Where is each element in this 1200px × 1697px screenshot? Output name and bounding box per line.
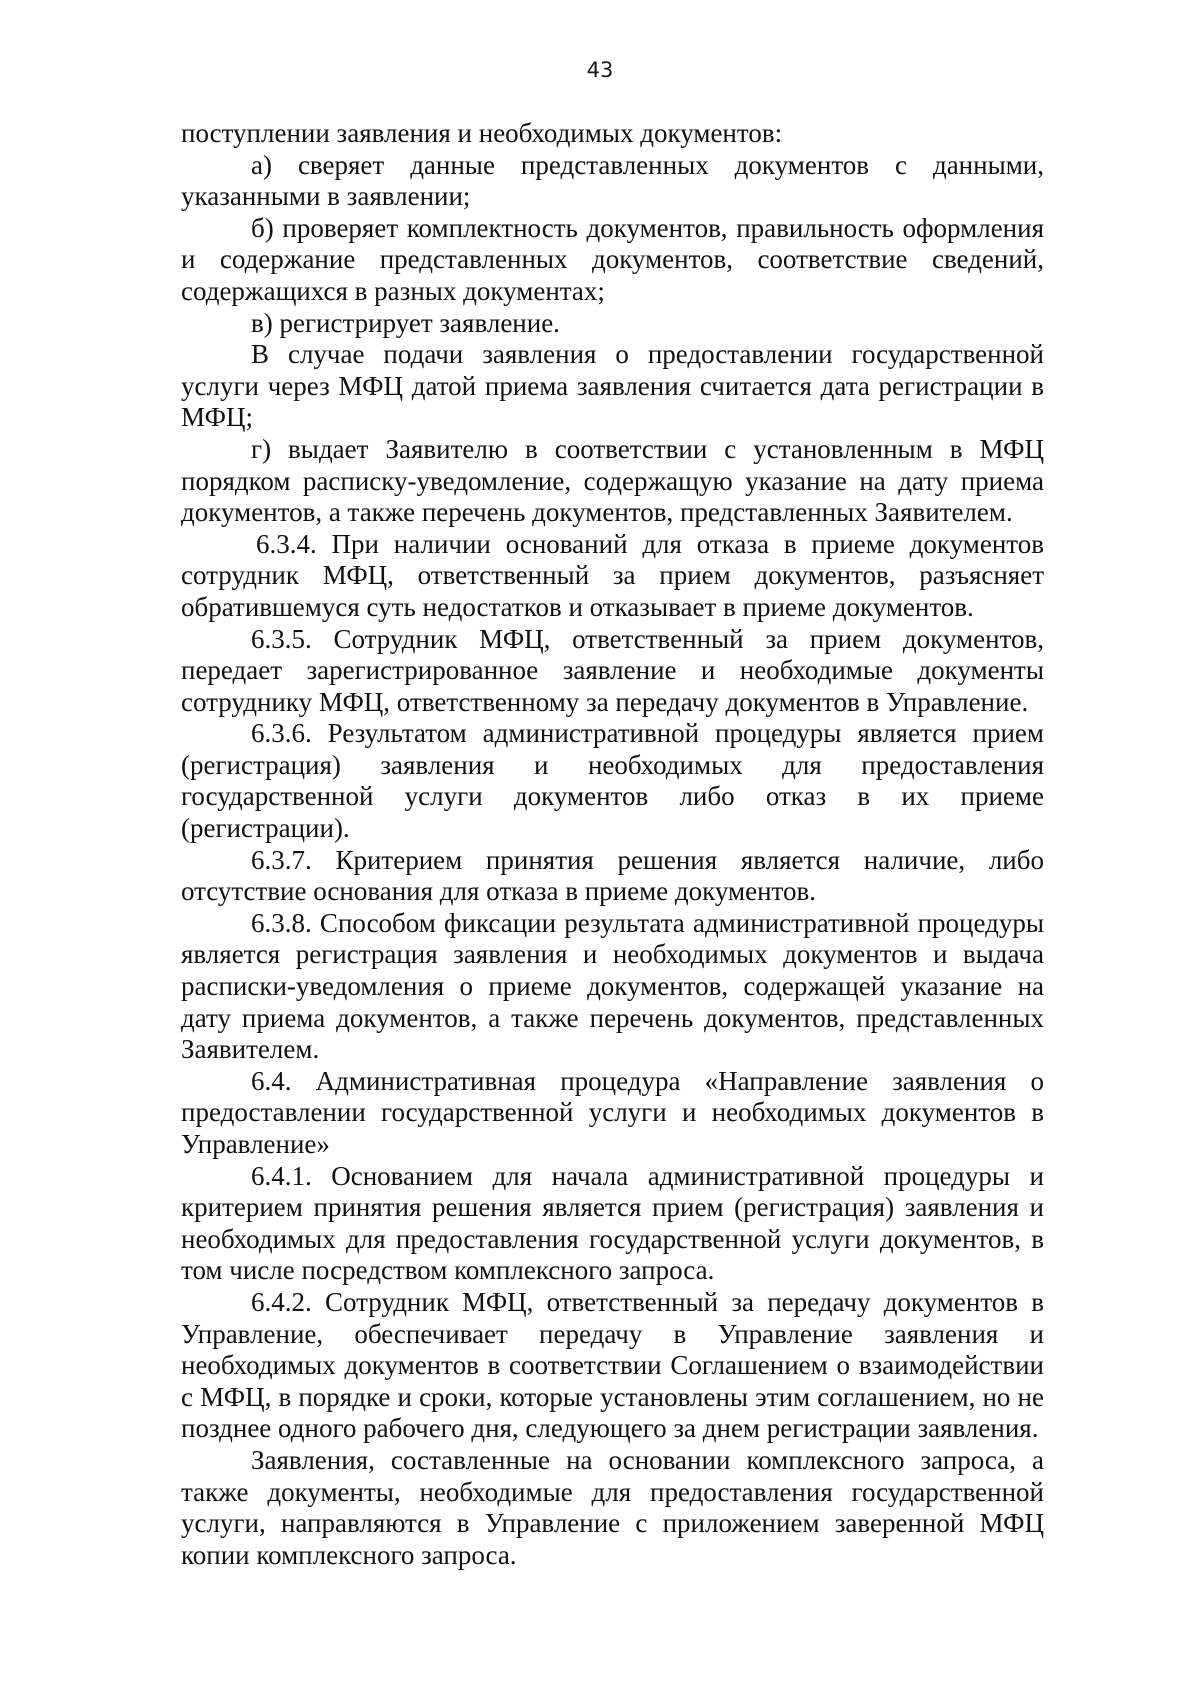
paragraph-intro: поступлении заявления и необходимых документов:	[181, 118, 783, 148]
page-number: 43	[586, 58, 614, 82]
paragraph-6-3-8: 6.3.8. Способом фиксации результата административной процедуры является регистрация заявления и необходимых документов и выдача расписки-уведомления о приеме документов, содержащей указание на дату приема документов, а также перечень документов, представленных Заявителем.	[181, 907, 1044, 1065]
paragraph-6-3-6: 6.3.6. Результатом административной процедуры является прием (регистрация) заявления и необходимых для предоставления государственной услуги документов либо отказ в их приеме (регистрации).	[181, 718, 1044, 844]
paragraph-item-b: б) проверяет комплектность документов, правильность оформления и содержание представленных документов, соответствие сведений, содержащихся в разных документах;	[181, 212, 1044, 306]
paragraph-item-g: г) выдает Заявителю в соответствии с установленным в МФЦ порядком расписку-уведомление, содержащую указание на дату приема документов, а также перечень документов, представленных Заявителем.	[181, 433, 1044, 528]
paragraph-6-4-1: 6.4.1. Основанием для начала административной процедуры и критерием принятия решения является прием (регистрация) заявления и необходимых для предоставления государственной услуги документов, в том числе посредством комплексного запроса.	[181, 1160, 1044, 1286]
paragraph-complex-request: Заявления, составленные на основании комплексного запроса, а также документы, необходимые для предоставления государственной услуги, направляются в Управление с приложением заверенной МФЦ копии комплексного запроса.	[181, 1444, 1044, 1570]
paragraph-mfc-date: В случае подачи заявления о предоставлении государственной услуги через МФЦ датой приема заявления считается дата регистрации в МФЦ;	[181, 339, 1044, 433]
paragraph-6-4-heading: 6.4. Административная процедура «Направление заявления о предоставлении государственной услуги и необходимых документов в Управление»	[181, 1065, 1044, 1159]
paragraph-6-3-5: 6.3.5. Сотрудник МФЦ, ответственный за прием документов, передает зарегистрированное заявление и необходимые документы сотруднику МФЦ, ответственному за передачу документов в Управление.	[181, 623, 1044, 717]
paragraph-item-a: а) сверяет данные представленных документов с данными, указанными в заявлении;	[181, 149, 1044, 212]
paragraph-6-3-4: 6.3.4. При наличии оснований для отказа в приеме документов сотрудник МФЦ, ответственный за прием документов, разъясняет обратившемуся суть недостатков и отказывает в приеме документов.	[181, 528, 1044, 622]
paragraph-6-3-7: 6.3.7. Критерием принятия решения является наличие, либо отсутствие основания для отказа в приеме документов.	[181, 844, 1044, 907]
document-body	[181, 118, 1044, 1571]
paragraph-item-v: в) регистрирует заявление.	[251, 307, 560, 338]
paragraph-6-4-2: 6.4.2. Сотрудник МФЦ, ответственный за передачу документов в Управление, обеспечивает передачу в Управление заявления и необходимых документов в соответствии Соглашением о взаимодействии с МФЦ, в порядке и сроки, которые установлены этим соглашением, но не позднее одного рабочего дня, следующего за днем регистрации заявления.	[181, 1286, 1044, 1444]
